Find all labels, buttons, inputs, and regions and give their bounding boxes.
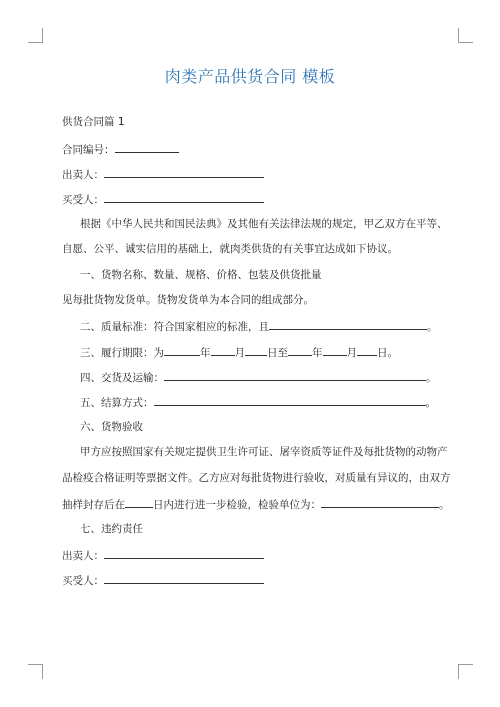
section-4-blank[interactable] (164, 369, 426, 381)
crop-mark-bottom-right (458, 664, 473, 679)
end-day-label: 日。 (377, 347, 398, 359)
inspection-unit-blank[interactable] (321, 496, 439, 508)
contract-number-blank[interactable] (115, 141, 179, 153)
section-5-label: 五、结算方式： (80, 397, 154, 409)
subtitle: 供货合同篇 1 (62, 116, 125, 128)
section-2-blank[interactable] (269, 318, 427, 330)
document-title: 肉类产品供货合同 模板 (164, 67, 336, 86)
section-4-line (80, 369, 437, 385)
start-day-blank[interactable] (245, 344, 267, 356)
year-label: 年 (200, 347, 211, 359)
section-6-line-3-start: 抽样封存后在 (62, 499, 125, 511)
buyer-label: 买受人： (62, 194, 104, 206)
section-6-line-3 (62, 496, 450, 512)
buyer-line (62, 191, 264, 207)
seller-blank[interactable] (104, 166, 264, 178)
section-3-label: 三、履行期限：为 (80, 347, 164, 359)
end-month-label: 月 (346, 347, 357, 359)
section-5-period: 。 (425, 397, 436, 409)
section-5-line (80, 394, 436, 410)
section-1-body: 见每批货物发货单。货物发货单为本合同的组成部分。 (62, 294, 314, 306)
start-year-blank[interactable] (164, 344, 200, 356)
end-month-blank[interactable] (323, 344, 347, 356)
section-3-line (80, 344, 398, 360)
section-6-line-3-mid: 日内进行进一步检验，检验单位为： (153, 499, 321, 511)
intro-line-2: 自愿、公平、诚实信用的基础上，就肉类供货的有关事宜达成如下协议。 (62, 243, 398, 255)
section-6-period: 。 (439, 499, 450, 511)
section-7-seller-label: 出卖人： (62, 550, 104, 562)
section-2-line (80, 318, 438, 334)
end-year-label: 年 (312, 347, 323, 359)
intro-line-1: 根据《中华人民共和国民法典》及其他有关法律法规的规定，甲乙双方在平等、 (80, 218, 448, 230)
day-to-label: 日至 (267, 347, 288, 359)
section-1-heading: 一、货物名称、数量、规格、价格、包装及供货批量 (80, 269, 322, 281)
end-year-blank[interactable] (288, 344, 312, 356)
section-7-seller-blank[interactable] (104, 547, 264, 559)
end-day-blank[interactable] (357, 344, 377, 356)
section-7-heading: 七、违约责任 (80, 523, 143, 535)
buyer-blank[interactable] (104, 191, 264, 203)
section-4-period: 。 (426, 372, 437, 384)
month-label: 月 (234, 347, 245, 359)
start-month-blank[interactable] (211, 344, 235, 356)
inspection-days-blank[interactable] (125, 496, 153, 508)
crop-mark-top-right (458, 28, 473, 43)
section-2-label: 二、质量标准：符合国家相应的标准，且 (80, 321, 269, 333)
seller-line (62, 166, 264, 182)
contract-number-line (62, 141, 179, 157)
section-2-period: 。 (427, 321, 438, 333)
section-7-buyer-line (62, 572, 264, 588)
seller-label: 出卖人： (62, 169, 104, 181)
crop-mark-bottom-left (28, 664, 43, 679)
section-6-heading: 六、货物验收 (80, 421, 143, 433)
section-7-buyer-blank[interactable] (104, 572, 264, 584)
section-6-line-1: 甲方应按照国家有关规定提供卫生许可证、屠宰资质等证件及每批货物的动物产 (80, 446, 448, 458)
section-7-buyer-label: 买受人： (62, 575, 104, 587)
crop-mark-top-left (28, 28, 43, 43)
contract-number-label: 合同编号： (62, 144, 115, 156)
section-4-label: 四、交货及运输： (80, 372, 164, 384)
section-6-line-2: 品检疫合格证明等票据文件。乙方应对每批货物进行验收，对质量有异议的，由双方 (62, 472, 451, 484)
section-5-blank[interactable] (154, 394, 426, 406)
section-7-seller-line (62, 547, 264, 563)
